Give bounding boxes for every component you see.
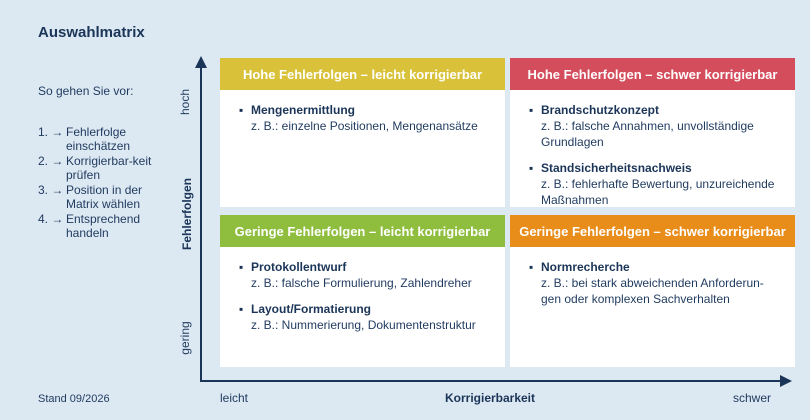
bullet-icon: ▪	[239, 103, 244, 117]
list-item	[239, 301, 487, 333]
item-title-row	[239, 301, 487, 317]
quadrant-header: Geringe Fehlerfolgen – leicht korrigierbar	[220, 215, 505, 247]
quadrant-top-right	[510, 58, 795, 207]
y-axis-low-label: gering	[178, 321, 192, 355]
list-item	[529, 160, 777, 208]
step-item	[38, 212, 173, 240]
step-text: Entsprechend handeln	[66, 212, 141, 240]
bullet-icon: ▪	[529, 161, 534, 175]
intro-text: So gehen Sie vor:	[38, 84, 134, 98]
quadrant-body	[220, 90, 505, 134]
step-text: Korrigierbar-keit prüfen	[66, 154, 152, 182]
quadrant-bottom-left	[220, 215, 505, 367]
item-title: Brandschutzkonzept	[541, 103, 660, 117]
item-title-row	[529, 102, 777, 118]
x-axis-high-label: schwer	[733, 391, 772, 405]
list-item	[529, 102, 777, 150]
step-item	[38, 125, 173, 153]
item-description: z. B.: Nummerierung, Dokumentenstruktur	[251, 318, 476, 332]
item-title-row	[529, 160, 777, 176]
step-number: 1. →	[38, 125, 64, 139]
item-title-row	[529, 259, 777, 275]
y-axis-high-label: hoch	[178, 88, 192, 116]
list-item	[239, 102, 487, 134]
x-axis-title: Korrigierbarkeit	[444, 391, 536, 405]
item-title-row	[239, 102, 487, 118]
step-number: 3. →	[38, 183, 64, 197]
step-number: 4. →	[38, 212, 64, 226]
x-axis-line	[200, 380, 782, 382]
item-title: Mengenermittlung	[251, 103, 355, 117]
item-title: Protokollentwurf	[251, 260, 347, 274]
x-axis-arrow-icon	[780, 375, 792, 387]
quadrant-body	[510, 247, 795, 307]
item-description: z. B.: einzelne Positionen, Mengenansätze	[251, 119, 478, 133]
step-text: Fehlerfolge einschätzen	[66, 125, 131, 153]
quadrant-header: Hohe Fehlerfolgen – leicht korrigierbar	[220, 58, 505, 90]
list-item	[529, 259, 777, 307]
bullet-icon: ▪	[529, 260, 534, 274]
y-axis-arrow-icon	[195, 56, 207, 68]
bullet-icon: ▪	[239, 302, 244, 316]
footer-date: Stand 09/2026	[38, 393, 110, 405]
item-description: z. B.: fehlerhafte Bewertung, unzureichende Maßnahmen	[541, 177, 775, 207]
item-description: z. B.: bei stark abweichenden Anforderun-gen oder komplexen Sachverhalten	[541, 276, 764, 306]
quadrant-bottom-right	[510, 215, 795, 367]
item-title: Layout/Formatierung	[251, 302, 372, 316]
item-title: Normrecherche	[541, 260, 630, 274]
bullet-icon: ▪	[529, 103, 534, 117]
item-description: z. B.: falsche Annahmen, unvollständige Grundlagen	[541, 119, 754, 149]
item-title-row	[239, 259, 487, 275]
y-axis-title: Fehlerfolgen	[180, 178, 194, 251]
item-title: Standsicherheitsnachweis	[541, 161, 692, 175]
step-text: Position in der Matrix wählen	[66, 183, 143, 211]
page-title: Auswahlmatrix	[38, 24, 145, 41]
steps-list	[38, 125, 173, 241]
quadrant-body	[220, 247, 505, 333]
list-item	[239, 259, 487, 291]
step-item	[38, 183, 173, 211]
bullet-icon: ▪	[239, 260, 244, 274]
step-number: 2. →	[38, 154, 64, 168]
x-axis-low-label: leicht	[220, 391, 249, 405]
quadrant-body	[510, 90, 795, 208]
quadrant-top-left	[220, 58, 505, 207]
quadrant-header: Hohe Fehlerfolgen – schwer korrigierbar	[510, 58, 795, 90]
y-axis-line	[200, 62, 202, 380]
item-description: z. B.: falsche Formulierung, Zahlendreher	[251, 276, 472, 290]
step-item	[38, 154, 173, 182]
quadrant-header: Geringe Fehlerfolgen – schwer korrigierbar	[510, 215, 795, 247]
